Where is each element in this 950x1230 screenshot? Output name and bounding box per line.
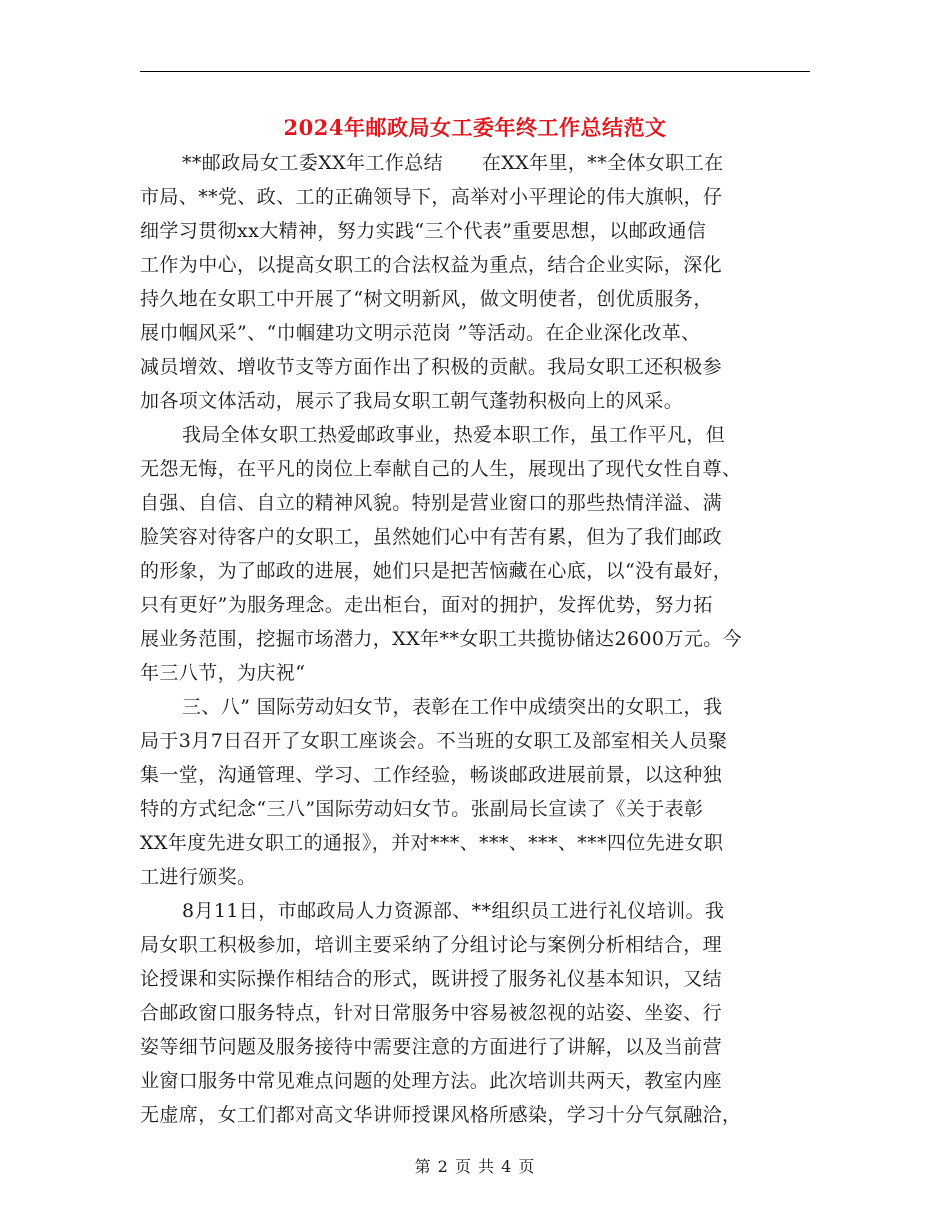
- body-line: 无怨无悔，在平凡的岗位上奉献自己的人生，展现出了现代女性自尊、: [140, 458, 742, 480]
- document-title: 2024年邮政局女工委年终工作总结范文: [283, 115, 667, 140]
- body-line: 局于3月7日召开了女职工座谈会。不当班的女职工及部室相关人员聚: [140, 730, 728, 752]
- body-line: 8月11日，市邮政局人力资源部、**组织员工进行礼仪培训。我: [182, 900, 725, 922]
- header-rule: [140, 71, 810, 72]
- body-line: 年三八节，为庆祝“: [140, 662, 306, 684]
- body-line: 我局全体女职工热爱邮政事业，热爱本职工作，虽工作平凡，但: [182, 424, 726, 446]
- body-line: 局女职工积极参加，培训主要采纳了分组讨论与案例分析相结合，理: [140, 934, 723, 956]
- body-line: 的形象，为了邮政的进展，她们只是把苦恼藏在心底，以“没有最好，: [140, 560, 733, 582]
- body-line: 三、八” 国际劳动妇女节，表彰在工作中成绩突出的女职工，我: [182, 696, 723, 718]
- body-line: 脸笑容对待客户的女职工，虽然她们心中有苦有累，但为了我们邮政: [140, 526, 723, 548]
- body-line: 工进行颁奖。: [140, 866, 257, 888]
- body-line: 自强、自信、自立的精神风貌。特别是营业窗口的那些热情洋溢、满: [140, 492, 723, 514]
- body-line: 市局、**党、政、工的正确领导下，高举对小平理论的伟大旗帜，仔: [140, 186, 723, 208]
- body-line: 加各项文体活动，展示了我局女职工朝气蓬勃积极向上的风采。: [140, 390, 684, 412]
- body-line: 无虚席，女工们都对高文华讲师授课风格所感染，学习十分气氛融洽，: [140, 1104, 742, 1126]
- body-line: 展巾帼风采”、“巾帼建功文明示范岗 ”等活动。在企业深化改革、: [140, 322, 701, 344]
- body-line: 只有更好”为服务理念。走出柜台，面对的拥护，发挥优势，努力拓: [140, 594, 713, 616]
- body-line: 集一堂，沟通管理、学习、工作经验，畅谈邮政进展前景，以这种独: [140, 764, 723, 786]
- body-line: **邮政局女工委XX年工作总结 在XX年里，**全体女职工在: [182, 152, 724, 174]
- body-line: XX年度先进女职工的通报》，并对***、***、***、***四位先进女职: [140, 832, 724, 854]
- body-line: 业窗口服务中常见难点问题的处理方法。此次培训共两天，教室内座: [140, 1070, 723, 1092]
- document-body: [140, 146, 810, 1132]
- body-line: 合邮政窗口服务特点，针对日常服务中容易被忽视的站姿、坐姿、行: [140, 1002, 723, 1024]
- page-number: 第 2 页 共 4 页: [414, 1157, 536, 1176]
- body-line: 细学习贯彻xx大精神，努力实践“三个代表”重要思想，以邮政通信: [140, 220, 707, 242]
- body-line: 论授课和实际操作相结合的形式，既讲授了服务礼仪基本知识，又结: [140, 968, 723, 990]
- body-line: 展业务范围，挖掘市场潜力，XX年**女职工共揽协储达2600万元。今: [140, 628, 743, 650]
- body-line: 特的方式纪念“三八”国际劳动妇女节。张副局长宣读了《关于表彰: [140, 798, 704, 820]
- body-line: 持久地在女职工中开展了“树文明新风，做文明使者，创优质服务，: [140, 288, 713, 310]
- body-line: 姿等细节问题及服务接待中需要注意的方面进行了讲解，以及当前营: [140, 1036, 723, 1058]
- body-line: 减员增效、增收节支等方面作出了积极的贡献。我局女职工还积极参: [140, 356, 723, 378]
- body-line: 工作为中心，以提高女职工的合法权益为重点，结合企业实际，深化: [140, 254, 723, 276]
